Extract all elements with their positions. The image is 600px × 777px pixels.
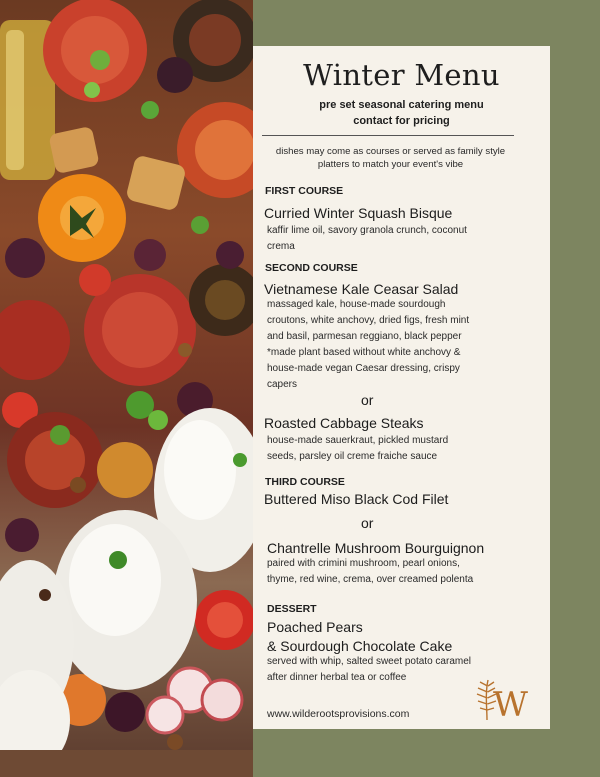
dish-description: seeds, parsley oil creme fraiche sauce [267,451,438,462]
menu-subtitle: pre set seasonal catering menu [319,99,484,111]
menu-pricing-note: contact for pricing [353,115,450,127]
dish-name: & Sourdough Chocolate Cake [267,638,453,654]
website-link[interactable]: www.wilderootsprovisions.com [267,708,410,720]
dish-description: served with whip, salted sweet potato caramel [267,656,471,667]
fern-logo-icon [473,676,539,722]
or-separator: or [361,515,374,531]
dish-name: Roasted Cabbage Steaks [264,415,424,431]
course-heading-dessert: DESSERT [267,603,317,615]
food-photo-illustration [0,0,253,777]
menu-title: Winter Menu [303,58,500,92]
dish-description: house-made vegan Caesar dressing, crispy [267,363,460,374]
dish-description: house-made sauerkraut, pickled mustard [267,435,449,446]
dish-name: Chantrelle Mushroom Bourguignon [267,540,485,556]
menu-intro-line: platters to match your event's vibe [317,159,464,170]
dish-description: after dinner herbal tea or coffee [267,672,407,683]
dish-description: thyme, red wine, crema, over creamed polenta [267,574,474,585]
dish-description: capers [267,379,298,390]
dish-name: Buttered Miso Black Cod Filet [264,491,449,507]
logo-letter: W [493,685,528,722]
divider [262,135,514,136]
dish-description: and basil, parmesan reggiano, black pepper [267,331,462,342]
dish-name: Curried Winter Squash Bisque [264,205,453,221]
course-heading-third: THIRD COURSE [265,476,345,488]
dish-description: croutons, white anchovy, dried figs, fresh mint [267,315,470,326]
dish-description: kaffir lime oil, savory granola crunch, coconut [267,225,467,236]
dish-name: Poached Pears [267,619,363,635]
food-photo [0,0,253,777]
dish-description: paired with crimini mushroom, pearl onions, [267,558,460,569]
dish-description: crema [267,241,295,252]
menu-intro-line: dishes may come as courses or served as family style [275,146,506,157]
course-heading-second: SECOND COURSE [265,262,358,274]
brand-logo [473,676,539,722]
menu-card [253,46,550,729]
course-heading-first: FIRST COURSE [265,185,344,197]
dish-name: Vietnamese Kale Ceasar Salad [264,281,459,297]
or-separator: or [361,392,374,408]
dish-description: massaged kale, house-made sourdough [267,299,446,310]
dish-description: *made plant based without white anchovy & [267,347,461,358]
